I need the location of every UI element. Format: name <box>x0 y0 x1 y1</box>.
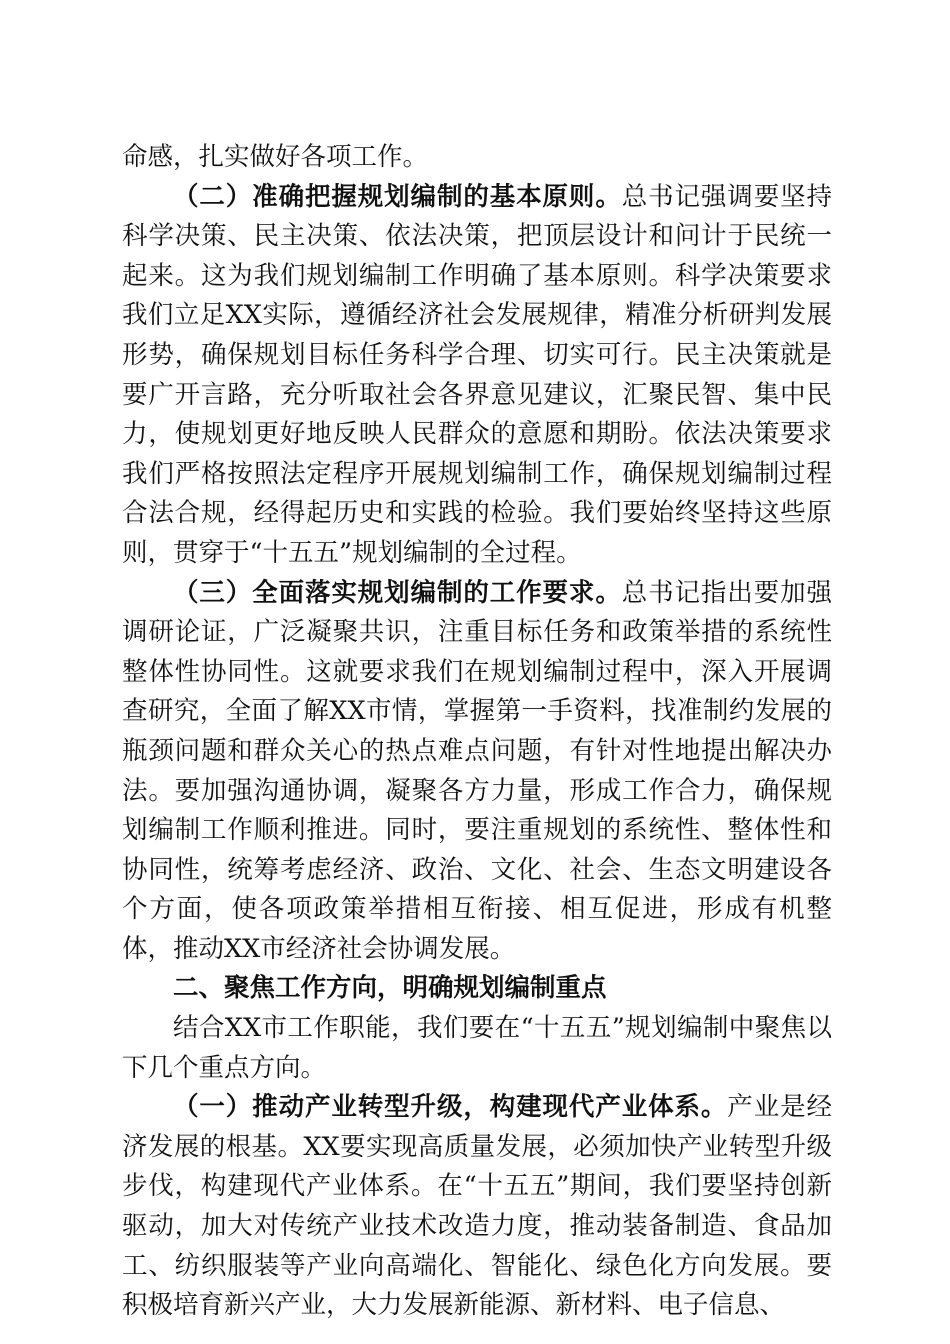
paragraph-text: 总书记指出要加强调研论证，广泛凝聚共识，注重目标任务和政策举措的系统性整体性协同性。这就要求我们在规划编制过程中，深入开展调查研究，全面了解XX市情，掌握第一手资料，找准制约发展的瓶颈问题和群众关心的热点难点问题，有针对性地提出解决办法。要加强沟通协调，凝聚各方力量，形成工作合力，确保规划编制工作顺利推进。同时，要注重规划的系统性、整体性和协同性，统筹考虑经济、政治、文化、社会、生态文明建设各个方面，使各项政策举措相互衔接、相互促进，形成有机整体，推动XX市经济社会协调发展。 <box>122 577 832 964</box>
paragraph-intro <box>122 1009 832 1088</box>
paragraph-industry <box>122 1088 832 1326</box>
paragraph-lead: （一）推动产业转型升级，构建现代产业体系。 <box>173 1092 728 1123</box>
paragraph-text: 总书记强调要坚持科学决策、民主决策、依法决策，把顶层设计和问计于民统一起来。这为我们规划编制工作明确了基本原则。科学决策要求我们立足XX实际，遵循经济社会发展规律，精准分析研判发展形势，确保规划目标任务科学合理、切实可行。民主决策就是要广开言路，充分听取社会各界意见建议，汇聚民智、集中民力，使规划更好地反映人民群众的意愿和期盼。依法决策要求我们严格按照法定程序开展规划编制工作，确保规划编制过程合法合规，经得起历史和实践的检验。我们要始终坚持这些原则，贯穿于“十五五”规划编制的全过程。 <box>122 181 832 568</box>
paragraph-requirements <box>122 574 832 970</box>
paragraph-lead: （二）准确把握规划编制的基本原则。 <box>173 181 622 212</box>
paragraph-text: 结合XX市工作职能，我们要在“十五五”规划编制中聚焦以下几个重点方向。 <box>122 1013 832 1083</box>
paragraph-text: 命感，扎实做好各项工作。 <box>122 142 429 172</box>
section-heading: 二、聚焦工作方向，明确规划编制重点 <box>173 973 607 1004</box>
document-body <box>122 138 832 1326</box>
paragraph-lead: （三）全面落实规划编制的工作要求。 <box>173 577 622 608</box>
paragraph-principles <box>122 178 832 574</box>
paragraph-continuation <box>122 138 832 178</box>
paragraph-text: 产业是经济发展的根基。XX要实现高质量发展，必须加快产业转型升级步伐，构建现代产业体系。在“十五五”期间，我们要坚持创新驱动，加大对传统产业技术改造力度，推动装备制造、食品加工、纺织服装等产业向高端化、智能化、绿色化方向发展。要积极培育新兴产业，大力发展新能源、新材料、电子信息、 <box>122 1092 832 1321</box>
